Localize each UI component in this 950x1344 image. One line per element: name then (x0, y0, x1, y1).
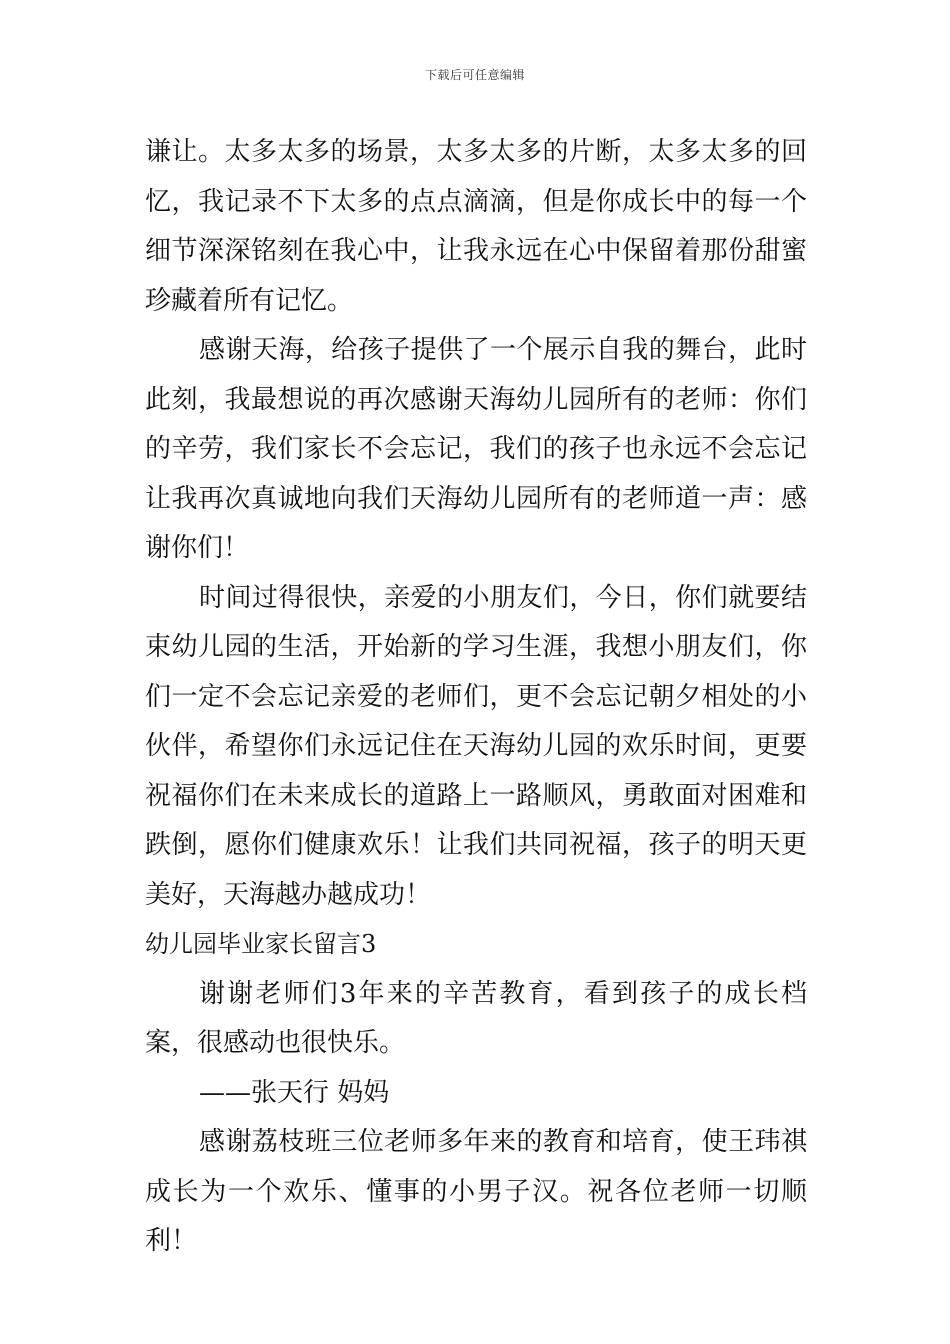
paragraph-thanks: 感谢天海，给孩子提供了一个展示自我的舞台，此时此刻，我最想说的再次感谢天海幼儿园所有的老师：你们的辛劳，我们家长不会忘记，我们的孩子也永远不会忘记让我再次真诚地向我们天海幼儿园所有的老师道一声：感谢你们！ (145, 335, 807, 563)
page-header: 下载后可任意编辑 (424, 68, 525, 82)
message-paragraph: 谢谢老师们3年来的辛苦教育，看到孩子的成长档案，很感动也很快乐。 (145, 978, 807, 1058)
paragraph-farewell: 时间过得很快，亲爱的小朋友们，今日，你们就要结束幼儿园的生活，开始新的学习生涯，我想小朋友们，你们一定不会忘记亲爱的老师们，更不会忘记朝夕相处的小伙伴，希望你们永远记住在天海幼儿园的欢乐时间，更要祝福你们在未来成长的道路上一路顺风，勇敢面对困难和跌倒，愿你们健康欢乐！让我们共同祝福，孩子的明天更美好，天海越办越成功！ (145, 582, 807, 910)
section-title: 幼儿园毕业家长留言3 (145, 930, 377, 958)
message-paragraph: 感谢荔枝班三位老师多年来的教育和培育，使王玮祺成长为一个欢乐、懂事的小男子汉。祝各位老师一切顺利！ (145, 1127, 807, 1256)
message-signature: ——张天行 妈妈 (199, 1077, 390, 1108)
document-body (145, 128, 807, 1267)
paragraph-continued: 谦让。太多太多的场景，太多太多的片断，太多太多的回忆，我记录不下太多的点点滴滴，但是你成长中的每一个细节深深铭刻在我心中，让我永远在心中保留着那份甜蜜珍藏着所有记忆。 (145, 137, 807, 316)
